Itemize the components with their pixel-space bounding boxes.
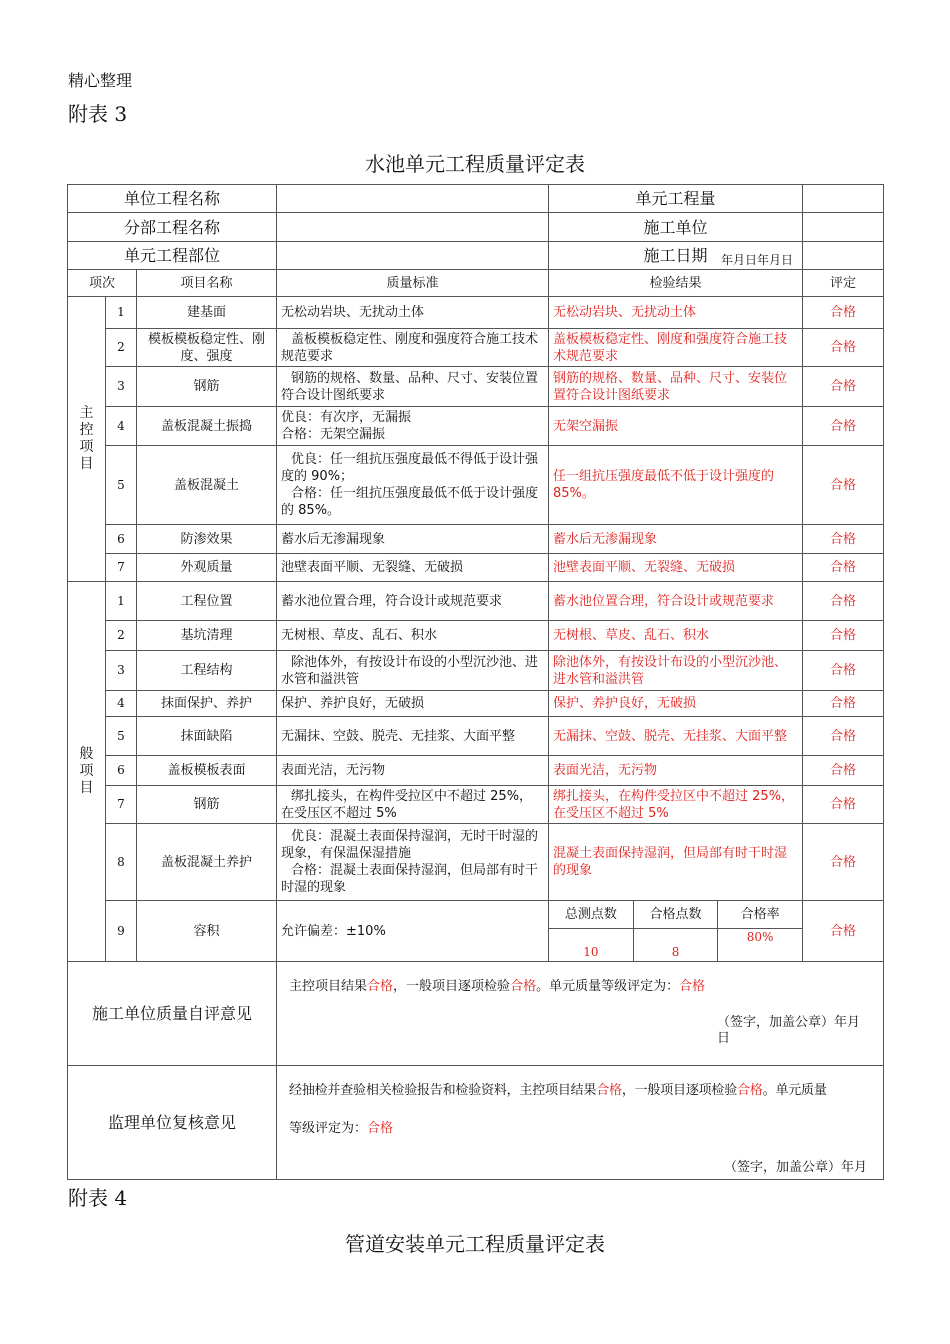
pass-rate-value: 80% [718, 928, 802, 961]
item-name: 盖板混凝土 [137, 446, 277, 525]
unit-location-value[interactable] [277, 242, 549, 270]
item-standard: 钢筋的规格、数量、品种、尺寸、安装位置符合设计图纸要求 [277, 367, 549, 407]
item-result: 池壁表面平顺、无裂缝、无破损 [549, 554, 803, 582]
item-result: 钢筋的规格、数量、品种、尺寸、安装位置符合设计图纸要求 [549, 367, 803, 407]
pass-rate-label: 合格率 [718, 901, 802, 928]
item-name: 抹面缺陷 [137, 717, 277, 756]
general-group-label [68, 582, 106, 962]
item-no: 6 [106, 525, 137, 554]
general-result-value: 合格 [737, 1083, 763, 1098]
standard-pass: 合格：任一组抗压强度最低不低于设计强度的 85%。 [281, 486, 539, 518]
item-name: 盖板混凝土振捣 [137, 407, 277, 446]
total-points-label: 总测点数 [549, 901, 633, 928]
standard-excellent: 优良：有次序，无漏振 [281, 410, 412, 425]
item-no: 7 [106, 786, 137, 824]
item-no: 3 [106, 367, 137, 407]
item-no: 1 [106, 297, 137, 329]
item-standard: 蓄水池位置合理，符合设计或规范要求 [277, 582, 549, 621]
item-standard [277, 446, 549, 525]
item-name: 抹面保护、养护 [137, 691, 277, 717]
item-no: 5 [106, 717, 137, 756]
self-eval-content [277, 962, 884, 1066]
item-result: 无漏抹、空鼓、脱壳、无挂浆、大面平整 [549, 717, 803, 756]
self-eval-text: 主控项目结果合格，一般项目逐项检验合格。单元质量等级评定为：合格 [289, 979, 706, 994]
total-points-value: 10 [549, 928, 633, 961]
unit-quantity-value[interactable] [803, 185, 884, 213]
appendix-4-label: 附表 4 [68, 1186, 128, 1210]
general-group-char: 项 [79, 763, 94, 779]
item-no: 2 [106, 621, 137, 651]
standard-excellent: 优良：混凝土表面保持湿润，无时干时湿的现象，有保温保湿措施 [281, 829, 539, 861]
item-standard: 绑扎接头，在构件受拉区中不超过 25%，在受压区不超过 5% [277, 786, 549, 824]
appendix-3-label: 附表 3 [68, 102, 128, 126]
item-no: 7 [106, 554, 137, 582]
main-result-value: 合格 [367, 979, 394, 994]
pass-points-value: 8 [633, 928, 717, 961]
item-standard: 池壁表面平顺、无裂缝、无破损 [277, 554, 549, 582]
item-result: 保护、养护良好，无破损 [549, 691, 803, 717]
item-rating: 合格 [803, 824, 884, 901]
col-standard: 质量标准 [277, 270, 549, 297]
volume-subtable [549, 901, 802, 961]
self-eval-label: 施工单位质量自评意见 [68, 962, 277, 1066]
item-standard: 除池体外，有按设计布设的小型沉沙池、进水管和溢洪管 [277, 651, 549, 691]
item-no: 4 [106, 691, 137, 717]
item-name: 盖板混凝土养护 [137, 824, 277, 901]
item-name: 防渗效果 [137, 525, 277, 554]
item-result: 绑扎接头，在构件受拉区中不超过 25%，在受压区不超过 5% [549, 786, 803, 824]
item-rating: 合格 [803, 582, 884, 621]
item-result: 混凝土表面保持湿润，但局部有时干时湿的现象 [549, 824, 803, 901]
col-result: 检验结果 [549, 270, 803, 297]
item-standard: 无松动岩块、无扰动土体 [277, 297, 549, 329]
unit-project-name-label: 单位工程名称 [68, 185, 277, 213]
col-item-name: 项目名称 [137, 270, 277, 297]
item-result: 除池体外，有按设计布设的小型沉沙池、进水管和溢洪管 [549, 651, 803, 691]
col-rating: 评定 [803, 270, 884, 297]
item-name: 工程位置 [137, 582, 277, 621]
main-group-char: 项 [79, 439, 94, 455]
item-rating: 合格 [803, 297, 884, 329]
item-result: 盖板模板稳定性、刚度和强度符合施工技术规范要求 [549, 329, 803, 367]
item-result: 任一组抗压强度最低不低于设计强度的 85%。 [549, 446, 803, 525]
item-rating: 合格 [803, 786, 884, 824]
item-name: 外观质量 [137, 554, 277, 582]
item-result: 无树根、草皮、乱石、积水 [549, 621, 803, 651]
table-title-3: 水池单元工程质量评定表 [365, 152, 585, 176]
item-name: 钢筋 [137, 786, 277, 824]
volume-measurements [549, 901, 803, 962]
supervision-content [277, 1066, 884, 1180]
item-name: 基坑清理 [137, 621, 277, 651]
general-result-value: 合格 [510, 979, 537, 994]
self-eval-sign: （签字，加盖公章）年月 日 [717, 1015, 861, 1046]
unit-quantity-label: 单元工程量 [549, 185, 803, 213]
supervision-text-line2: 等级评定为：合格 [289, 1121, 394, 1136]
item-standard [277, 407, 549, 446]
main-group-char: 目 [79, 456, 94, 472]
pass-points-label: 合格点数 [633, 901, 717, 928]
item-rating: 合格 [803, 691, 884, 717]
item-rating: 合格 [803, 901, 884, 962]
item-rating: 合格 [803, 367, 884, 407]
main-result-value: 合格 [596, 1083, 622, 1098]
item-result: 表面光洁，无污物 [549, 756, 803, 786]
item-result: 无松动岩块、无扰动土体 [549, 297, 803, 329]
main-group-label [68, 297, 106, 582]
item-standard: 无树根、草皮、乱石、积水 [277, 621, 549, 651]
supervision-label: 监理单位复核意见 [68, 1066, 277, 1180]
item-standard: 无漏抹、空鼓、脱壳、无挂浆、大面平整 [277, 717, 549, 756]
construction-unit-value[interactable] [803, 213, 884, 242]
supervision-text-line1: 经抽检并查验相关检验报告和检验资料，主控项目结果合格，一般项目逐项检验合格。单元质量 [289, 1083, 827, 1098]
item-rating: 合格 [803, 756, 884, 786]
item-name: 钢筋 [137, 367, 277, 407]
col-item-no: 项次 [68, 270, 137, 297]
standard-pass: 合格：混凝土表面保持湿润，但局部有时干时湿的现象 [281, 863, 539, 895]
sub-project-name-label: 分部工程名称 [68, 213, 277, 242]
item-standard: 表面光洁，无污物 [277, 756, 549, 786]
header-note: 精心整理 [68, 71, 133, 90]
item-name: 工程结构 [137, 651, 277, 691]
item-no: 3 [106, 651, 137, 691]
item-rating: 合格 [803, 554, 884, 582]
item-name: 建基面 [137, 297, 277, 329]
construction-date-label: 施工日期 [549, 242, 803, 270]
item-no: 8 [106, 824, 137, 901]
item-standard: 盖板模板稳定性、刚度和强度符合施工技术规范要求 [277, 329, 549, 367]
item-no: 1 [106, 582, 137, 621]
general-group-char: 目 [79, 780, 94, 796]
item-name: 容积 [137, 901, 277, 962]
construction-unit-label: 施工单位 [549, 213, 803, 242]
item-standard: 蓄水后无渗漏现象 [277, 525, 549, 554]
item-rating: 合格 [803, 329, 884, 367]
standard-excellent: 优良：任一组抗压强度最低不得低于设计强度的 90%； [281, 452, 539, 484]
supervision-sign: （签字，加盖公章）年月 [724, 1160, 868, 1175]
main-group-char: 主 [79, 405, 94, 421]
quality-evaluation-table [67, 184, 884, 1180]
item-rating: 合格 [803, 717, 884, 756]
item-name: 盖板模板表面 [137, 756, 277, 786]
item-standard [277, 824, 549, 901]
item-rating: 合格 [803, 525, 884, 554]
item-result: 蓄水后无渗漏现象 [549, 525, 803, 554]
grade-value: 合格 [367, 1121, 394, 1136]
unit-location-label: 单元工程部位 [68, 242, 277, 270]
grade-value: 合格 [679, 979, 706, 994]
construction-date-value: 年月日年月日 [803, 242, 884, 270]
standard-pass: 合格：无架空漏振 [281, 427, 386, 442]
item-name: 模板模板稳定性、刚度、强度 [137, 329, 277, 367]
item-rating: 合格 [803, 446, 884, 525]
item-result: 蓄水池位置合理，符合设计或规范要求 [549, 582, 803, 621]
item-rating: 合格 [803, 651, 884, 691]
item-no: 2 [106, 329, 137, 367]
item-no: 5 [106, 446, 137, 525]
item-no: 4 [106, 407, 137, 446]
item-no: 9 [106, 901, 137, 962]
main-group-char: 控 [79, 422, 94, 438]
item-standard: 允许偏差：±10% [277, 901, 549, 962]
unit-project-name-value[interactable] [277, 185, 549, 213]
item-rating: 合格 [803, 621, 884, 651]
table-title-4: 管道安装单元工程质量评定表 [345, 1232, 605, 1256]
item-result: 无架空漏振 [549, 407, 803, 446]
sub-project-name-value[interactable] [277, 213, 549, 242]
item-standard: 保护、养护良好，无破损 [277, 691, 549, 717]
item-no: 6 [106, 756, 137, 786]
general-group-char: 般 [79, 746, 94, 762]
item-rating: 合格 [803, 407, 884, 446]
